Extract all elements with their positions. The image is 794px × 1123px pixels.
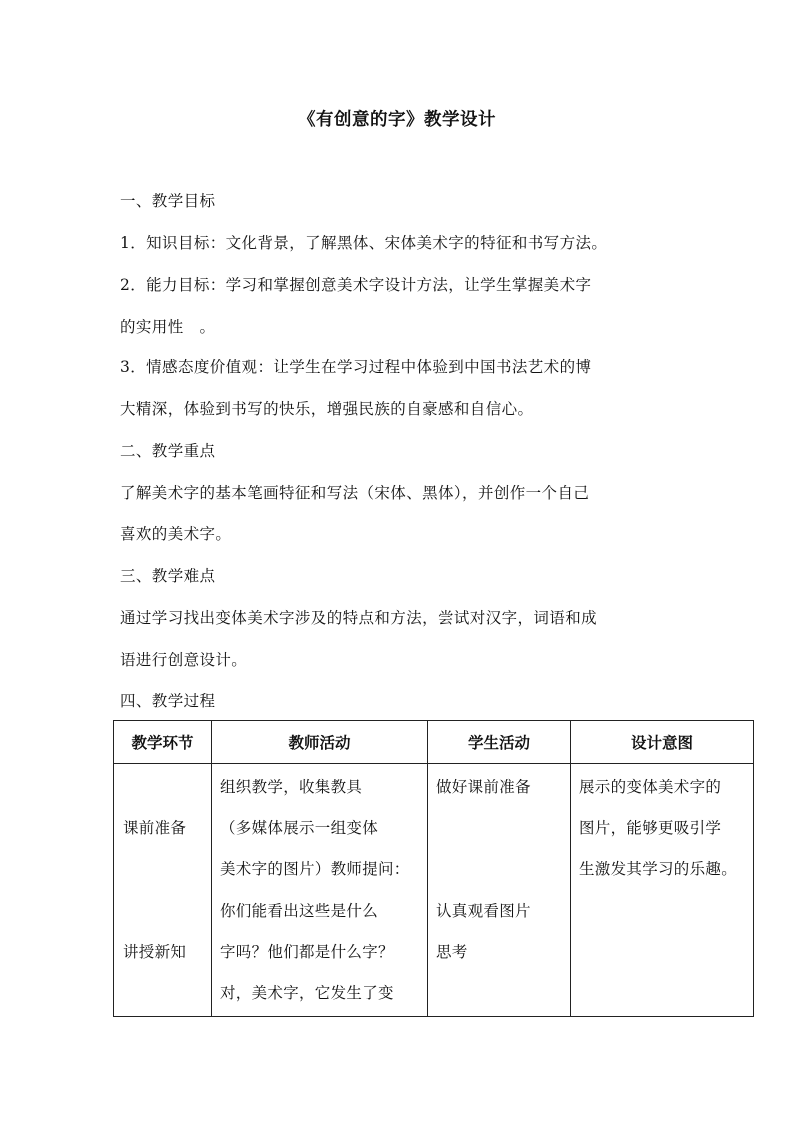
header-teacher-activity: 教师活动 [212, 721, 428, 764]
process-heading: 四、教学过程 [120, 692, 216, 710]
student-activity-cell [428, 764, 571, 1017]
goals-heading: 一、教学目标 [120, 192, 216, 210]
goal-emotion-line2: 大精深，体验到书写的快乐，增强民族的自豪感和自信心。 [120, 400, 534, 418]
teacher-line: （多媒体展示一组变体 [220, 819, 379, 837]
intent-line: 展示的变体美术字的 [579, 778, 722, 796]
intent-line: 生激发其学习的乐趣。 [579, 860, 738, 878]
key-points-line2: 喜欢的美术字。 [120, 525, 232, 543]
intent-line: 图片，能够更吸引学 [579, 819, 722, 837]
table-row [114, 764, 754, 1017]
student-prep: 做好课前准备 [436, 778, 531, 796]
goal-emotion-line1: 3．情感态度价值观：让学生在学习过程中体验到中国书法艺术的博 [120, 358, 592, 376]
header-student-activity: 学生活动 [428, 721, 571, 764]
teaching-process-table [113, 720, 754, 1017]
stage-prep: 课前准备 [123, 819, 187, 837]
teacher-line: 你们能看出这些是什么 [220, 902, 379, 920]
header-design-intent: 设计意图 [571, 721, 754, 764]
student-new-line1: 认真观看图片 [436, 902, 531, 920]
teacher-line: 对，美术字，它发生了变 [220, 984, 394, 1002]
difficulty-heading: 三、教学难点 [120, 567, 216, 585]
teacher-line: 组织教学，收集教具 [220, 778, 363, 796]
key-points-line1: 了解美术字的基本笔画特征和写法（宋体、黑体），并创作一个自己 [120, 484, 590, 502]
stage-new-knowledge: 讲授新知 [123, 943, 187, 961]
goal-ability-line1: 2．能力目标：学习和掌握创意美术字设计方法，让学生掌握美术字 [120, 276, 592, 294]
teacher-activity-cell [212, 764, 428, 1017]
difficulty-line2: 语进行创意设计。 [120, 651, 248, 669]
key-points-heading: 二、教学重点 [120, 442, 216, 460]
design-intent-cell [571, 764, 754, 1017]
header-stage: 教学环节 [114, 721, 212, 764]
teacher-line: 字吗？他们都是什么字？ [220, 943, 394, 961]
document-title: 《有创意的字》教学设计 [298, 110, 496, 130]
table-header-row [114, 721, 754, 764]
teacher-line: 美术字的图片）教师提问： [220, 860, 410, 878]
goal-ability-line2: 的实用性 。 [120, 318, 216, 336]
difficulty-line1: 通过学习找出变体美术字涉及的特点和方法，尝试对汉字，词语和成 [120, 609, 598, 627]
stage-cell [114, 764, 212, 1017]
student-new-line2: 思考 [436, 943, 468, 961]
goal-knowledge: 1．知识目标：文化背景，了解黑体、宋体美术字的特征和书写方法。 [120, 234, 608, 252]
